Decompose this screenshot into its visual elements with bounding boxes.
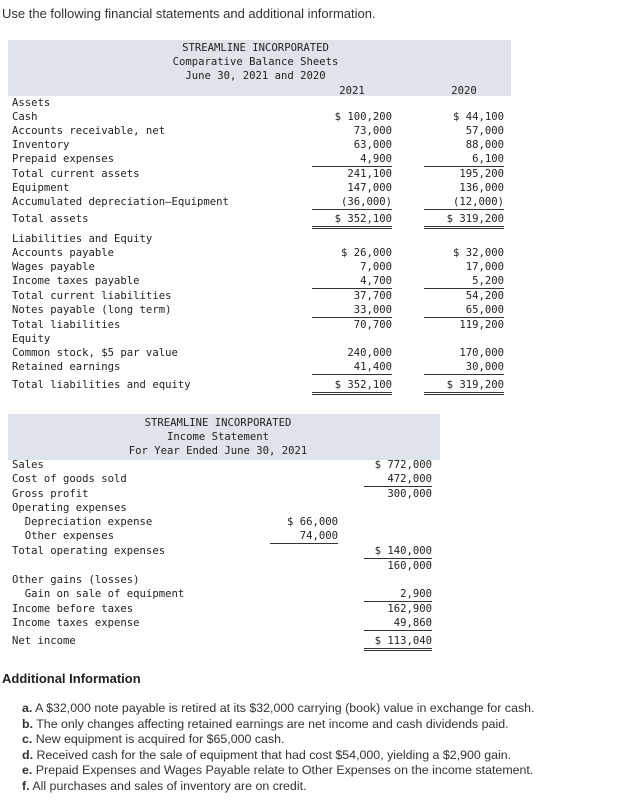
value-2020: 17,000 bbox=[465, 261, 504, 273]
bs-row-total-assets bbox=[8, 212, 511, 226]
is-row-other-gains bbox=[8, 573, 440, 587]
row-label: Depreciation expense bbox=[12, 516, 153, 528]
balance-sheet bbox=[8, 40, 511, 397]
bs-row-prepaid-expenses bbox=[8, 152, 511, 166]
row-label: Total assets bbox=[12, 213, 89, 225]
is-row-cost-of-goods-sold bbox=[8, 472, 440, 486]
value-2020: $ 319,200 bbox=[424, 212, 504, 229]
is-row-income-taxes-expense bbox=[8, 616, 440, 630]
income-statement bbox=[8, 414, 440, 654]
is-row-income-before-taxes bbox=[8, 602, 440, 616]
value-2021: 37,700 bbox=[353, 290, 392, 302]
row-label: Accounts receivable, net bbox=[12, 125, 166, 137]
income-statement-title: Income Statement bbox=[166, 431, 270, 443]
bs-row-retained-earnings bbox=[8, 360, 511, 374]
value-2021: 4,700 bbox=[312, 274, 392, 289]
item-letter: d. bbox=[22, 747, 34, 762]
row-label: Income taxes expense bbox=[12, 617, 140, 629]
row-label: Income before taxes bbox=[12, 603, 134, 615]
row-label: Equipment bbox=[12, 182, 70, 194]
bs-row-income-taxes-payable bbox=[8, 274, 511, 288]
row-label: Total operating expenses bbox=[12, 545, 166, 557]
bs-row-assets bbox=[8, 96, 511, 110]
row-label: Total liabilities and equity bbox=[12, 379, 191, 391]
is-row-net-income bbox=[8, 634, 440, 648]
row-label: Total current assets bbox=[12, 168, 140, 180]
value-2020: $ 44,100 bbox=[452, 111, 504, 123]
row-label: Total liabilities bbox=[12, 319, 121, 331]
item-text: Prepaid Expenses and Wages Payable relate to Other Expenses on the income statement. bbox=[35, 763, 534, 778]
bs-row-liabilities-and-equity bbox=[8, 232, 511, 246]
value-2021: $ 100,200 bbox=[334, 111, 392, 123]
value-total: 2,900 bbox=[364, 587, 432, 602]
item-text: Received cash for the sale of equipment that had cost $54,000, yielding a $2,900 gain. bbox=[36, 747, 512, 762]
row-label: Notes payable (long term) bbox=[12, 304, 172, 316]
row-label: Common stock, $5 par value bbox=[12, 347, 178, 359]
value-total: 160,000 bbox=[387, 560, 432, 572]
balance-sheet-date: June 30, 2021 and 2020 bbox=[185, 70, 326, 82]
value-total: 49,860 bbox=[364, 616, 432, 631]
row-label: Operating expenses bbox=[12, 502, 127, 514]
bs-row-equipment bbox=[8, 181, 511, 195]
row-label: Assets bbox=[12, 97, 51, 109]
item-text: All purchases and sales of inventory are on credit. bbox=[32, 778, 307, 793]
item-letter: a. bbox=[22, 701, 33, 715]
row-label: Prepaid expenses bbox=[12, 153, 115, 165]
item-text: The only changes affecting retained earnings are net income and cash dividends paid. bbox=[36, 716, 509, 731]
row-label: Wages payable bbox=[12, 261, 95, 273]
additional-info-item-d bbox=[22, 748, 535, 764]
year-2020-header: 2020 bbox=[451, 85, 477, 97]
value-2020: 30,000 bbox=[424, 360, 504, 375]
is-row-operating-income bbox=[8, 559, 440, 573]
value-2021: $ 26,000 bbox=[340, 247, 392, 259]
value-2021: 7,000 bbox=[360, 261, 392, 273]
is-row-sales bbox=[8, 458, 440, 472]
value-total: 300,000 bbox=[387, 488, 432, 500]
value-2021: (36,000) bbox=[312, 195, 392, 210]
value-2020: 5,200 bbox=[424, 274, 504, 289]
value-detail: 74,000 bbox=[270, 529, 338, 544]
row-label: Accounts payable bbox=[12, 247, 115, 259]
value-2020: $ 319,200 bbox=[424, 378, 504, 395]
bs-row-accumulated-depreciation bbox=[8, 195, 511, 209]
row-label: Net income bbox=[12, 635, 76, 647]
additional-info-title: Additional Information bbox=[2, 671, 141, 686]
value-2021: 33,000 bbox=[312, 303, 392, 318]
row-label: Total current liabilities bbox=[12, 290, 172, 302]
is-row-operating-expenses bbox=[8, 501, 440, 515]
row-label: Other expenses bbox=[12, 530, 115, 542]
year-2021-header: 2021 bbox=[339, 85, 365, 97]
value-2020: 136,000 bbox=[459, 182, 504, 194]
bs-row-cash bbox=[8, 110, 511, 124]
bs-row-accounts-payable bbox=[8, 246, 511, 260]
bs-row-total-current-liabilities bbox=[8, 289, 511, 303]
is-row-gross-profit bbox=[8, 487, 440, 501]
item-text: A $32,000 note payable is retired at its $32,000 carrying (book) value in exchange for cash. bbox=[35, 701, 535, 715]
value-2021: 241,100 bbox=[347, 168, 392, 180]
row-label: Cash bbox=[12, 111, 38, 123]
value-2020: 170,000 bbox=[459, 347, 504, 359]
bs-row-total-liabilities bbox=[8, 318, 511, 332]
bs-row-notes-payable bbox=[8, 303, 511, 317]
balance-sheet-company: STREAMLINE INCORPORATED bbox=[182, 42, 329, 54]
bs-row-equity bbox=[8, 332, 511, 346]
row-label: Sales bbox=[12, 459, 44, 471]
value-2020: 119,200 bbox=[459, 319, 504, 331]
intro-text: Use the following financial statements and additional information. bbox=[2, 6, 376, 21]
additional-info-item-c bbox=[22, 732, 535, 748]
value-2020: 6,100 bbox=[424, 152, 504, 167]
row-label: Retained earnings bbox=[12, 361, 121, 373]
value-2020: 65,000 bbox=[424, 303, 504, 318]
is-row-total-operating-expenses bbox=[8, 544, 440, 558]
row-label: Accumulated depreciation—Equipment bbox=[12, 196, 229, 208]
income-statement-header bbox=[8, 414, 440, 460]
value-2021: $ 352,100 bbox=[312, 378, 392, 395]
value-total: 472,000 bbox=[364, 472, 432, 487]
value-2020: 54,200 bbox=[465, 290, 504, 302]
additional-info-list bbox=[22, 701, 535, 795]
value-2020: 57,000 bbox=[465, 125, 504, 137]
item-letter: f. bbox=[22, 778, 30, 793]
value-total: 162,900 bbox=[387, 603, 432, 615]
value-2020: $ 32,000 bbox=[452, 247, 504, 259]
value-2020: 88,000 bbox=[465, 139, 504, 151]
bs-row-total-current-assets bbox=[8, 167, 511, 181]
balance-sheet-title: Comparative Balance Sheets bbox=[172, 56, 339, 68]
value-2020: (12,000) bbox=[424, 195, 504, 210]
is-row-depreciation-expense bbox=[8, 515, 440, 529]
additional-info-item-b bbox=[22, 717, 535, 733]
row-label: Inventory bbox=[12, 139, 70, 151]
row-label: Income taxes payable bbox=[12, 275, 140, 287]
bs-row-wages-payable bbox=[8, 260, 511, 274]
income-statement-period: For Year Ended June 30, 2021 bbox=[128, 445, 308, 457]
value-total: $ 772,000 bbox=[374, 459, 432, 471]
item-text: New equipment is acquired for $65,000 cash. bbox=[35, 732, 285, 747]
value-total: $ 113,040 bbox=[364, 634, 432, 651]
value-2021: 73,000 bbox=[353, 125, 392, 137]
row-label: Liabilities and Equity bbox=[12, 233, 153, 245]
item-letter: c. bbox=[22, 732, 33, 747]
row-label: Equity bbox=[12, 333, 51, 345]
row-label: Gain on sale of equipment bbox=[12, 588, 185, 600]
value-2021: $ 352,100 bbox=[312, 212, 392, 229]
value-2021: 147,000 bbox=[347, 182, 392, 194]
income-statement-company: STREAMLINE INCORPORATED bbox=[144, 417, 292, 429]
item-letter: e. bbox=[22, 763, 33, 778]
item-letter: b. bbox=[22, 716, 34, 731]
value-2020: 195,200 bbox=[459, 168, 504, 180]
additional-info-item-f bbox=[22, 779, 535, 795]
bs-row-accounts-receivable bbox=[8, 124, 511, 138]
additional-info-item-a bbox=[22, 701, 535, 717]
is-row-other-expenses bbox=[8, 529, 440, 543]
value-2021: 63,000 bbox=[353, 139, 392, 151]
row-label: Gross profit bbox=[12, 488, 89, 500]
value-2021: 4,900 bbox=[312, 152, 392, 167]
bs-row-common-stock bbox=[8, 346, 511, 360]
value-2021: 240,000 bbox=[347, 347, 392, 359]
additional-info-item-e bbox=[22, 763, 535, 779]
value-detail: $ 66,000 bbox=[286, 516, 338, 528]
balance-sheet-header bbox=[8, 40, 511, 96]
bs-row-total-liabilities-and-equity bbox=[8, 378, 511, 392]
value-2021: 70,700 bbox=[353, 319, 392, 331]
row-label: Other gains (losses) bbox=[12, 574, 140, 586]
bs-row-inventory bbox=[8, 138, 511, 152]
value-2021: 41,400 bbox=[312, 360, 392, 375]
row-label: Cost of goods sold bbox=[12, 473, 127, 485]
is-row-gain-on-sale bbox=[8, 587, 440, 601]
value-total: $ 140,000 bbox=[364, 544, 432, 559]
